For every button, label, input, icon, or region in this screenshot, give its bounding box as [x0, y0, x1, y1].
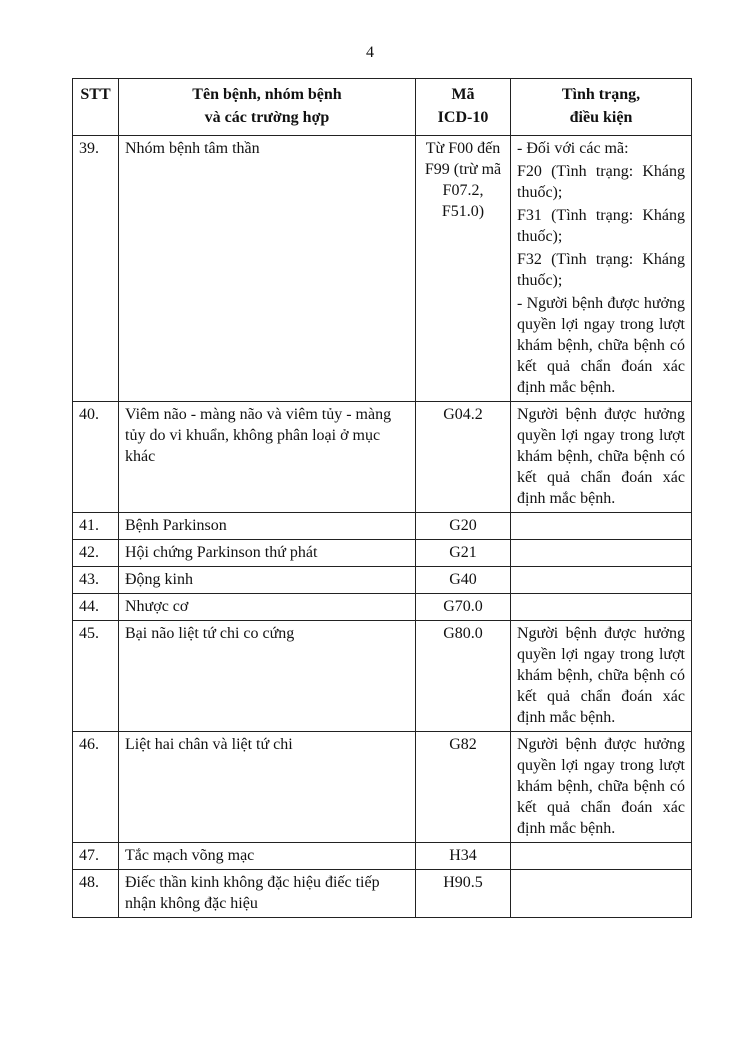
- icd10-code-line: G82: [449, 736, 477, 753]
- row-number: 43.: [73, 567, 119, 594]
- table-row: [73, 594, 692, 621]
- table-row: [73, 540, 692, 567]
- condition-paragraph: Người bệnh được hưởng quyền lợi ngay trong lượt khám bệnh, chữa bệnh có kết quả chẩn đoán xác định mắc bệnh.: [517, 736, 685, 837]
- icd10-code-line: G40: [449, 571, 477, 588]
- icd10-code-line: G20: [449, 517, 477, 534]
- header-name-line1: Tên bệnh, nhóm bệnh: [192, 86, 342, 103]
- header-name-line2: và các trường hợp: [204, 109, 330, 126]
- header-stt: STT: [73, 79, 119, 136]
- table-row: [73, 567, 692, 594]
- condition: [511, 567, 692, 594]
- icd10-code: [416, 843, 511, 870]
- icd10-code-line: F51.0): [441, 203, 485, 220]
- icd10-code: [416, 540, 511, 567]
- table-row: [73, 843, 692, 870]
- condition-paragraph: F32 (Tình trạng: Kháng thuốc);: [517, 251, 685, 289]
- row-number: 47.: [73, 843, 119, 870]
- table-row: [73, 136, 692, 402]
- condition: [511, 540, 692, 567]
- icd10-code-line: G21: [449, 544, 477, 561]
- table-row: [73, 402, 692, 513]
- row-number: 42.: [73, 540, 119, 567]
- icd10-code-line: G04.2: [443, 406, 483, 423]
- row-number: 45.: [73, 621, 119, 732]
- icd10-code: [416, 870, 511, 918]
- row-number: 40.: [73, 402, 119, 513]
- condition: [511, 843, 692, 870]
- condition: [511, 402, 692, 513]
- header-cond-line1: Tình trạng,: [561, 86, 641, 103]
- icd10-code: [416, 136, 511, 402]
- disease-name: Điếc thần kinh không đặc hiệu điếc tiếp nhận không đặc hiệu: [119, 870, 416, 918]
- icd10-code-line: G80.0: [443, 625, 483, 642]
- icd10-code-line: F99 (trừ mã: [424, 161, 502, 178]
- table-header-row: [73, 79, 692, 136]
- condition-paragraph: F31 (Tình trạng: Kháng thuốc);: [517, 207, 685, 245]
- header-condition: [511, 79, 692, 136]
- condition: [511, 136, 692, 402]
- icd10-code: [416, 567, 511, 594]
- disease-name: Nhược cơ: [119, 594, 416, 621]
- table-row: [73, 621, 692, 732]
- condition-paragraph: - Đối với các mã:: [517, 140, 629, 157]
- icd10-code: [416, 513, 511, 540]
- table-row: [73, 870, 692, 918]
- header-cond-line2: điều kiện: [569, 109, 633, 126]
- condition: [511, 513, 692, 540]
- condition: [511, 732, 692, 843]
- header-name: [119, 79, 416, 136]
- row-number: 44.: [73, 594, 119, 621]
- condition: [511, 621, 692, 732]
- header-code: [416, 79, 511, 136]
- icd10-code: [416, 594, 511, 621]
- icd10-code: [416, 732, 511, 843]
- condition-paragraph: - Người bệnh được hưởng quyền lợi ngay trong lượt khám bệnh, chữa bệnh có kết quả chẩn đoán xác định mắc bệnh.: [517, 295, 685, 396]
- icd10-code-line: H34: [449, 847, 477, 864]
- row-number: 41.: [73, 513, 119, 540]
- disease-name: Viêm não - màng não và viêm tủy - màng tủy do vi khuẩn, không phân loại ở mục khác: [119, 402, 416, 513]
- icd10-code-line: F07.2,: [442, 182, 484, 199]
- page-number: 4: [366, 44, 374, 61]
- icd10-code: [416, 402, 511, 513]
- disease-table: [72, 78, 692, 918]
- disease-name: Liệt hai chân và liệt tứ chi: [119, 732, 416, 843]
- header-code-line2: ICD-10: [437, 109, 489, 126]
- disease-name: Bại não liệt tứ chi co cứng: [119, 621, 416, 732]
- disease-name: Hội chứng Parkinson thứ phát: [119, 540, 416, 567]
- row-number: 46.: [73, 732, 119, 843]
- condition: [511, 870, 692, 918]
- condition: [511, 594, 692, 621]
- icd10-code-line: Từ F00 đến: [425, 140, 501, 157]
- row-number: 48.: [73, 870, 119, 918]
- disease-name: Nhóm bệnh tâm thần: [119, 136, 416, 402]
- condition-paragraph: Người bệnh được hưởng quyền lợi ngay trong lượt khám bệnh, chữa bệnh có kết quả chẩn đoán xác định mắc bệnh.: [517, 406, 685, 507]
- icd10-code: [416, 621, 511, 732]
- disease-name: Bệnh Parkinson: [119, 513, 416, 540]
- icd10-code-line: H90.5: [443, 874, 483, 891]
- table-row: [73, 513, 692, 540]
- disease-name: Tắc mạch võng mạc: [119, 843, 416, 870]
- table-body: [73, 136, 692, 918]
- row-number: 39.: [73, 136, 119, 402]
- condition-paragraph: F20 (Tình trạng: Kháng thuốc);: [517, 163, 685, 201]
- icd10-code-line: G70.0: [443, 598, 483, 615]
- condition-paragraph: Người bệnh được hưởng quyền lợi ngay trong lượt khám bệnh, chữa bệnh có kết quả chẩn đoán xác định mắc bệnh.: [517, 625, 685, 726]
- disease-name: Động kinh: [119, 567, 416, 594]
- header-code-line1: Mã: [451, 86, 475, 103]
- table-row: [73, 732, 692, 843]
